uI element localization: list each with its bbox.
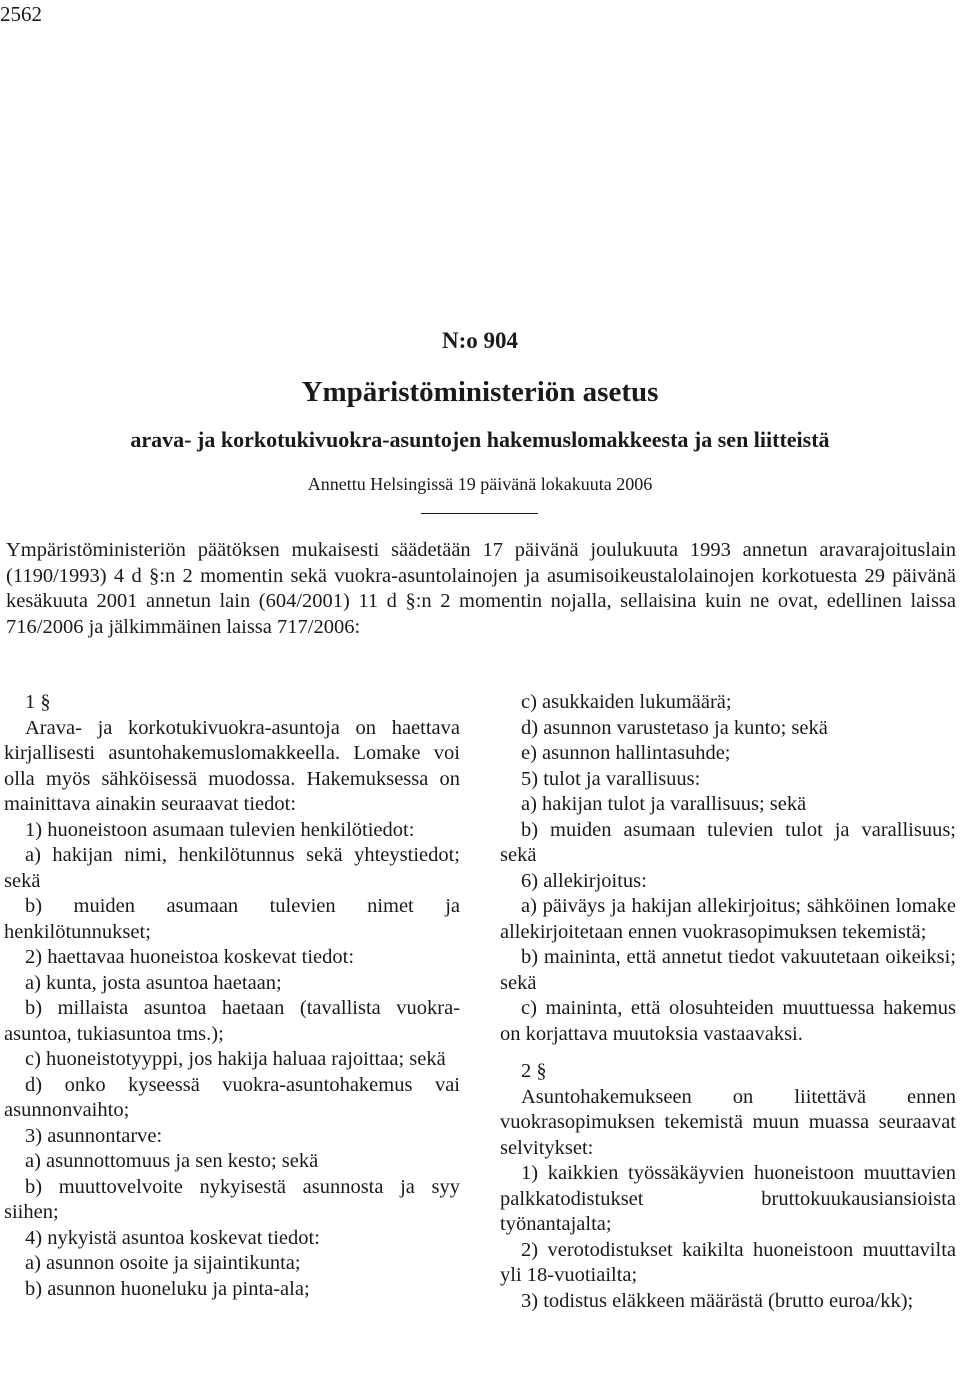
- list-item: 4) nykyistä asuntoa koskevat tiedot:: [25, 1226, 320, 1249]
- date-line: Annettu Helsingissä 19 päivänä lokakuuta 2006: [307, 474, 653, 494]
- page-title: Ympäristöministeriön asetus: [301, 376, 659, 408]
- list-item: a) päiväys ja hakijan allekirjoitus; sähköinen lomake allekirjoitetaan ennen vuokrasopimuksen tekemistä;: [500, 895, 956, 943]
- left-column: [4, 690, 460, 1302]
- list-item: c) asukkaiden lukumäärä;: [521, 691, 732, 713]
- preamble: Ympäristöministeriön päätöksen mukaisesti säädetään 17 päivänä joulukuuta 1993 annetun aravarajoituslain (1190/1993) 4 d §:n 2 momentin sekä vuokra-asuntolainojen ja asumisoikeustalolainojen korkotuesta 29 päivänä kesäkuuta 2001 annetun lain (604/2001) 11 d §:n 2 momentin nojalla, sellaisina kuin ne ovat, edellinen laissa 716/2006 ja jälkimmäinen laissa 717/2006:: [6, 539, 956, 638]
- list-item: a) asunnon osoite ja sijaintikunta;: [25, 1252, 301, 1274]
- list-item: 3) todistus eläkkeen määrästä (brutto euroa/kk);: [521, 1289, 914, 1312]
- list-item: 2) verotodistukset kaikilta huoneistoon muuttavilta yli 18-vuotiailta;: [500, 1238, 956, 1286]
- section-1-heading: 1 §: [25, 691, 51, 713]
- list-item: d) asunnon varustetaso ja kunto; sekä: [521, 716, 828, 739]
- list-item: c) huoneistotyyppi, jos hakija haluaa rajoittaa; sekä: [25, 1048, 446, 1070]
- list-item: 1) huoneistoon asumaan tulevien henkilötiedot:: [25, 818, 415, 841]
- list-item: b) muiden asumaan tulevien tulot ja varallisuus; sekä: [500, 818, 956, 866]
- list-item: d) onko kyseessä vuokra-asuntohakemus vai asunnonvaihto;: [4, 1073, 460, 1121]
- list-item: a) kunta, josta asuntoa haetaan;: [25, 971, 282, 994]
- section-2-intro: Asuntohakemukseen on liitettävä ennen vuokrasopimuksen tekemistä muun muassa seuraavat selvitykset:: [500, 1085, 956, 1159]
- list-item: c) maininta, että olosuhteiden muuttuessa hakemus on korjattava muutoksia vastaavaksi.: [500, 997, 956, 1045]
- divider: [421, 513, 538, 514]
- list-item: a) hakijan tulot ja varallisuus; sekä: [521, 793, 807, 815]
- decree-subject: arava- ja korkotukivuokra-asuntojen hakemuslomakkeesta ja sen liitteistä: [130, 427, 830, 452]
- list-item: a) asunnottomuus ja sen kesto; sekä: [25, 1150, 319, 1172]
- decree-number: N:o 904: [441, 328, 519, 353]
- list-item: a) hakijan nimi, henkilötunnus sekä yhteystiedot; sekä: [4, 844, 460, 892]
- right-column: [500, 690, 956, 1314]
- list-item: 1) kaikkien työssäkäyvien huoneistoon muuttavien palkkatodistukset bruttokuukausiansioista työnantajalta;: [500, 1162, 956, 1235]
- section-1-intro: Arava- ja korkotukivuokra-asuntoja on haettava kirjallisesti asuntohakemuslomakkeella. Lomake voi olla myös sähköisessä muodossa. Hakemuksessa on mainittava ainakin seuraavat tiedot:: [4, 716, 460, 815]
- page-number: 2562: [0, 2, 42, 26]
- list-item: b) muiden asumaan tulevien nimet ja henkilötunnukset;: [4, 895, 460, 943]
- list-item: 2) haettavaa huoneistoa koskevat tiedot:: [25, 946, 355, 968]
- list-item: 6) allekirjoitus:: [521, 869, 647, 892]
- section-2-heading: 2 §: [521, 1060, 547, 1082]
- list-item: b) asunnon huoneluku ja pinta-ala;: [25, 1277, 310, 1300]
- list-item: b) maininta, että annetut tiedot vakuutetaan oikeiksi; sekä: [500, 946, 956, 994]
- list-item: 3) asunnontarve:: [25, 1124, 163, 1147]
- list-item: e) asunnon hallintasuhde;: [521, 742, 731, 764]
- list-item: b) muuttovelvoite nykyisestä asunnosta ja syy siihen;: [4, 1175, 460, 1223]
- list-item: b) millaista asuntoa haetaan (tavallista vuokra-asuntoa, tukiasuntoa tms.);: [4, 997, 460, 1045]
- list-item: 5) tulot ja varallisuus:: [521, 767, 701, 790]
